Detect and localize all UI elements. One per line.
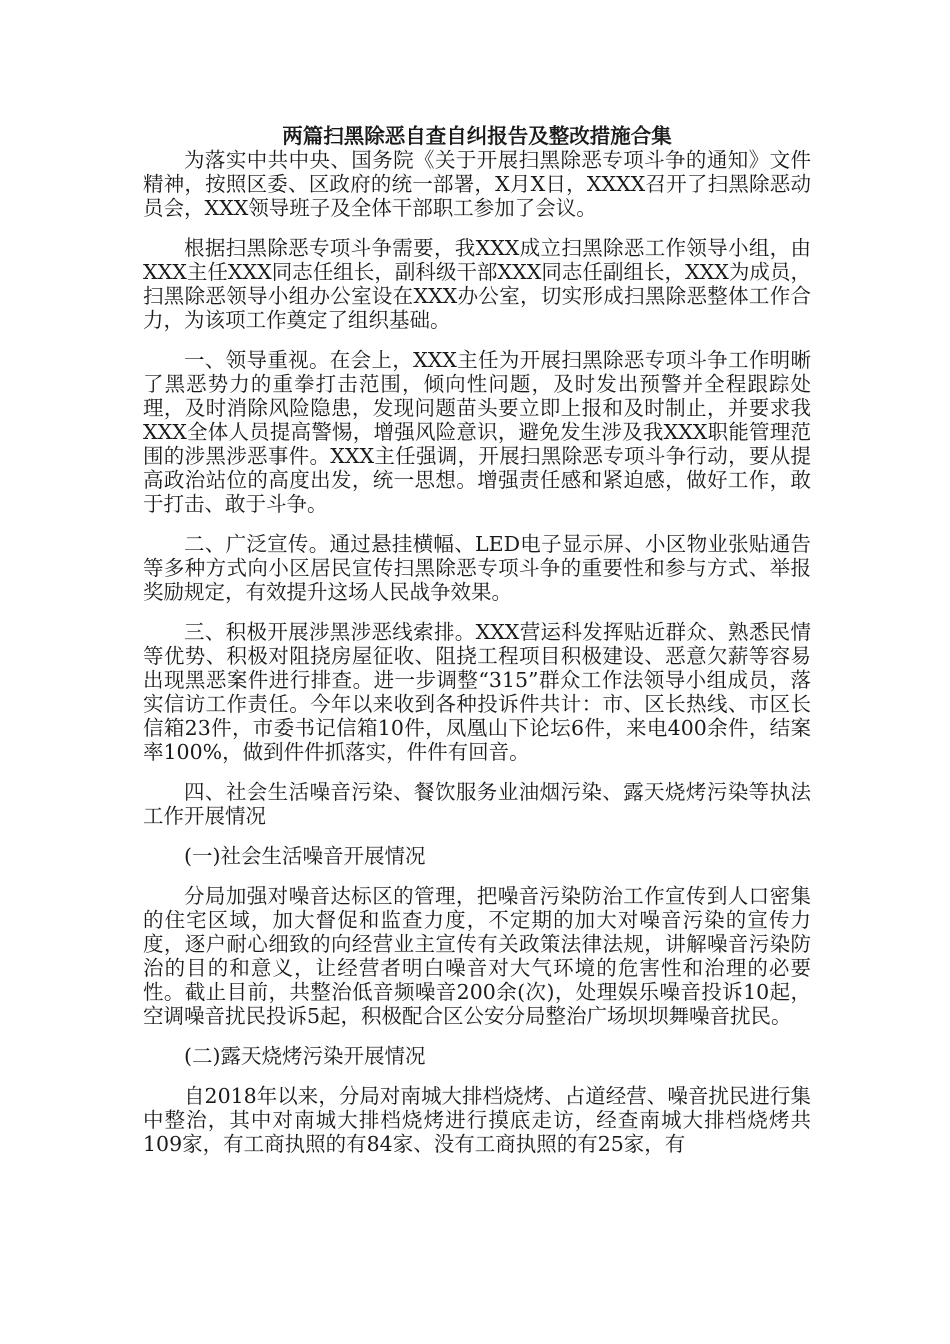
paragraph-section-1: 一、领导重视。在会上，XXX主任为开展扫黑除恶专项斗争工作明晰了黑恶势力的重拳打击范围，倾向性问题，及时发出预警并全程跟踪处理，及时消除风险隐患，发现问题苗头要立即上报和及时制止，并要求我XXX全体人员提高警惕，增强风险意识，避免发生涉及我XXX职能管理范围的涉黑涉恶事件。XXX主任强调，开展扫黑除恶专项斗争行动，要从提高政治站位的高度出发，统一思想。增强责任感和紧迫感，做好工作，敢于打击、敢于斗争。: [143, 348, 811, 516]
document-title: 两篇扫黑除恶自查自纠报告及整改措施合集: [282, 124, 672, 148]
document-body: [143, 124, 811, 1172]
paragraph-intro: 为落实中共中央、国务院《关于开展扫黑除恶专项斗争的通知》文件精神，按照区委、区政府的统一部署，X月X日，XXXX召开了扫黑除恶动员会，XXX领导班子及全体干部职工参加了会议。: [143, 148, 811, 220]
paragraph-subsection-1-heading: (一)社会生活噪音开展情况: [184, 844, 426, 868]
paragraph-section-2: 二、广泛宣传。通过悬挂横幅、LED电子显示屏、小区物业张贴通告等多种方式向小区居民宣传扫黑除恶专项斗争的重要性和参与方式、举报奖励规定，有效提升这场人民战争效果。: [143, 532, 811, 604]
paragraph-leading-group: 根据扫黑除恶专项斗争需要，我XXX成立扫黑除恶工作领导小组，由XXX主任XXX同志任组长，副科级干部XXX同志任副组长，XXX为成员，扫黑除恶领导小组办公室设在XXX办公室，切实形成扫黑除恶整体工作合力，为该项工作奠定了组织基础。: [143, 236, 811, 332]
paragraph-subsection-1-body: 分局加强对噪音达标区的管理，把噪音污染防治工作宣传到人口密集的住宅区域，加大督促和监查力度，不定期的加大对噪音污染的宣传力度，逐户耐心细致的向经营业主宣传有关政策法律法规，讲解噪音污染防治的目的和意义，让经营者明白噪音对大气环境的危害性和治理的必要性。截止目前，共整治低音频噪音200余(次)，处理娱乐噪音投诉10起，空调噪音扰民投诉5起，积极配合区公安分局整治广场坝坝舞噪音扰民。: [143, 884, 811, 1028]
paragraph-section-4-heading: 四、社会生活噪音污染、餐饮服务业油烟污染、露天烧烤污染等执法工作开展情况: [143, 780, 811, 828]
paragraph-section-3: 三、积极开展涉黑涉恶线索排。XXX营运科发挥贴近群众、熟悉民情等优势、积极对阻挠房屋征收、阻挠工程项目积极建设、恶意欠薪等容易出现黑恶案件进行排查。进一步调整“315”群众工作法领导小组成员，落实信访工作责任。今年以来收到各种投诉件共计：市、区长热线、市区长信箱23件，市委书记信箱10件，凤凰山下论坛6件，来电400余件，结案率100%，做到件件抓落实，件件有回音。: [143, 620, 811, 764]
paragraph-subsection-2-body: 自2018年以来，分局对南城大排档烧烤、占道经营、噪音扰民进行集中整治，其中对南城大排档烧烤进行摸底走访，经查南城大排档烧烤共109家，有工商执照的有84家、没有工商执照的有25家，有: [143, 1084, 811, 1156]
paragraph-subsection-2-heading: (二)露天烧烤污染开展情况: [184, 1044, 426, 1068]
